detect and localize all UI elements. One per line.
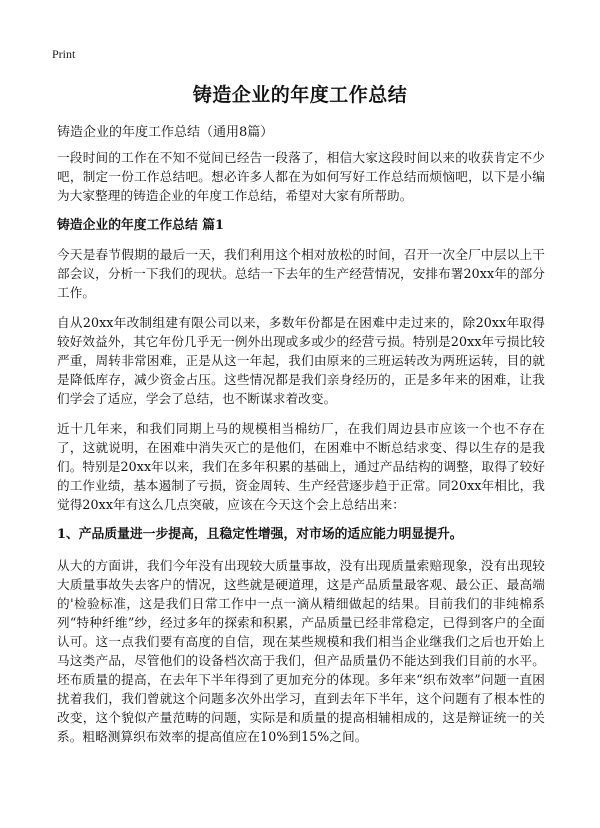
body-paragraph: 今天是春节假期的最后一天，我们利用这个相对放松的时间，召开一次全厂中层以上干部会议，分析一下我们的现状。总结一下去年的生产经营情况，安排布署20xx年的部分工作。 (57, 247, 545, 300)
document-title: 铸造企业的年度工作总结 (192, 84, 408, 106)
body-paragraph: 近十几年来，和我们同期上马的规模相当棉纺厂，在我们周边县市应该一个也不存在了，这就说明，在困难中消失灭亡的是他们，在困难中不断总结求变、得以生存的是我们。特别是20xx年以来，我们在多年积累的基础上，通过产品结构的调整，取得了较好的工作业绩，基本遏制了亏损，资金周转、生产经营逐步趋于正常。同20xx年相比，我觉得20xx年有这么几点突破，应该在今天这个会上总结出来： (57, 421, 545, 512)
section-heading: 铸造企业的年度工作总结 篇1 (57, 218, 224, 233)
document-subtitle: 铸造企业的年度工作总结（通用8篇） (57, 125, 274, 140)
print-label: Print (52, 47, 76, 61)
body-paragraph: 自从20xx年改制组建有限公司以来，多数年份都是在困难中走过来的，除20xx年取得较好效益外，其它年份几乎无一例外出现或多或少的经营亏损。特别是20xx年亏损比较严重，周转非常困难，正是从这一年起，我们由原来的三班运转改为两班运转，目的就是降低库存，减少资金占压。这些情况都是我们亲身经历的，正是多年来的困难，让我们学会了适应，学会了总结，也不断谋求着改变。 (57, 315, 545, 406)
point-paragraph: 从大的方面讲，我们今年没有出现较大质量事故，没有出现质量索赔现象，没有出现较大质量事故失去客户的情况，这些就是硬道理，这是产品质量最客观、最公正、最高端的'检验标准，这是我们日常工作中一点一滴从精细做起的结果。目前我们的非纯棉系列“特种纤维”纱，经过多年的探索和积累，产品质量已经非常稳定，已得到客户的全面认可。这一点我们要有高度的自信，现在某些规模和我们相当企业继我们之后也开始上马这类产品，尽管他们的设备档次高于我们，但产品质量仍不能达到我们目前的水平。坯布质量的提高，在去年下半年得到了更加充分的体现。多年来“织布效率”问题一直困扰着我们，我们曾就这个问题多次外出学习，直到去年下半年，这个问题有了根本性的改变，这个貌似产量范畴的问题，实际是和质量的提高相辅相成的，这是辩证统一的关系。粗略测算织布效率的提高值应在10%到15%之间。 (57, 558, 545, 744)
intro-paragraph: 一段时间的工作在不知不觉间已经告一段落了，相信大家这段时间以来的收获肯定不少吧，制定一份工作总结吧。想必许多人都在为如何写好工作总结而烦恼吧，以下是小编为大家整理的铸造企业的年度工作总结，希望对大家有所帮助。 (57, 150, 545, 203)
document-body (57, 148, 545, 757)
point-heading: 1、产品质量进一步提高，且稳定性增强，对市场的适应能力明显提升。 (57, 527, 463, 542)
